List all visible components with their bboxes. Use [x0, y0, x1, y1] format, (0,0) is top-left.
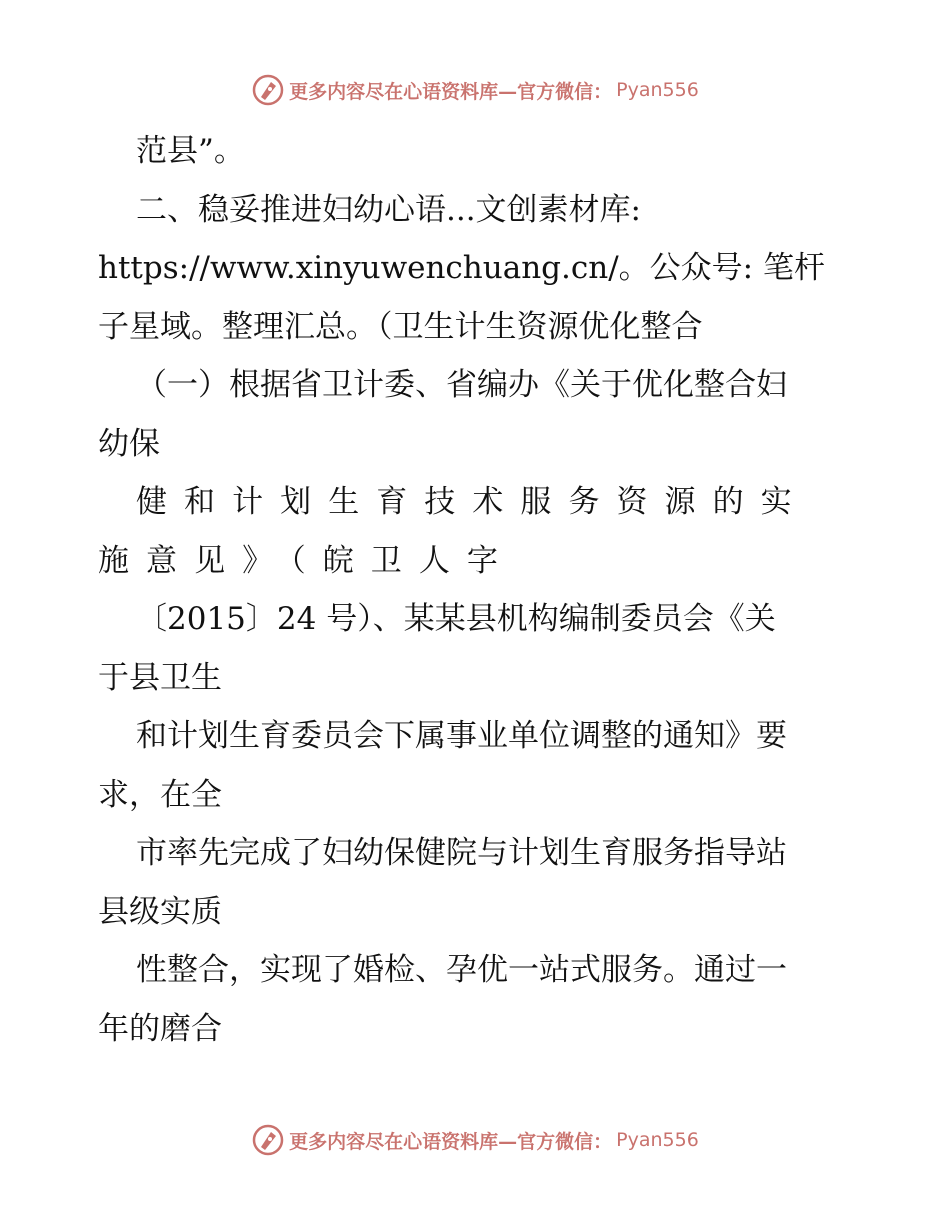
text-line: 子星域。整理汇总。（卫生计生资源优化整合 [98, 308, 703, 345]
pen-nib-logo-icon [251, 73, 285, 107]
footer-banner-wechat: Pyan556 [616, 1129, 699, 1151]
footer-banner-text: 更多内容尽在心语资料库—官方微信： [289, 1130, 613, 1153]
footer-banner [251, 1123, 699, 1157]
header-banner-wechat: Pyan556 [616, 79, 699, 101]
text-line: 于县卫生 [98, 659, 222, 696]
text-line: 幼保 [98, 425, 160, 462]
pen-nib-logo-icon [251, 1123, 285, 1157]
text-line: 范县”。 [136, 133, 245, 169]
text-line: 求，在全 [98, 776, 222, 813]
text-line: 性整合，实现了婚检、孕优一站式服务。通过一 [136, 952, 787, 988]
page-footer [0, 1120, 950, 1160]
header-banner [251, 73, 699, 107]
header-banner-text: 更多内容尽在心语资料库—官方微信： [289, 80, 613, 103]
text-line: 〔2015〕24 号）、某某县机构编制委员会《关 [136, 601, 776, 637]
text-line: 健和计划生育技术服务资源的实 [136, 484, 809, 520]
page-header [0, 70, 950, 110]
text-line: 二、稳妥推进妇幼心语...文创素材库: [136, 191, 642, 228]
text-line-url: https://www.xinyuwenchuang.cn/。公众号: 笔杆 [98, 250, 825, 286]
text-line: 市率先完成了妇幼保健院与计划生育服务指导站 [136, 835, 787, 871]
text-line: 和计划生育委员会下属事业单位调整的通知》要 [136, 718, 787, 754]
document-body [98, 122, 858, 1058]
text-line: 年的磨合 [98, 1010, 222, 1047]
text-line: 县级实质 [98, 893, 222, 930]
text-line: 施意见》（皖卫人字 [98, 542, 515, 579]
text-line: （一）根据省卫计委、省编办《关于优化整合妇 [136, 367, 787, 403]
